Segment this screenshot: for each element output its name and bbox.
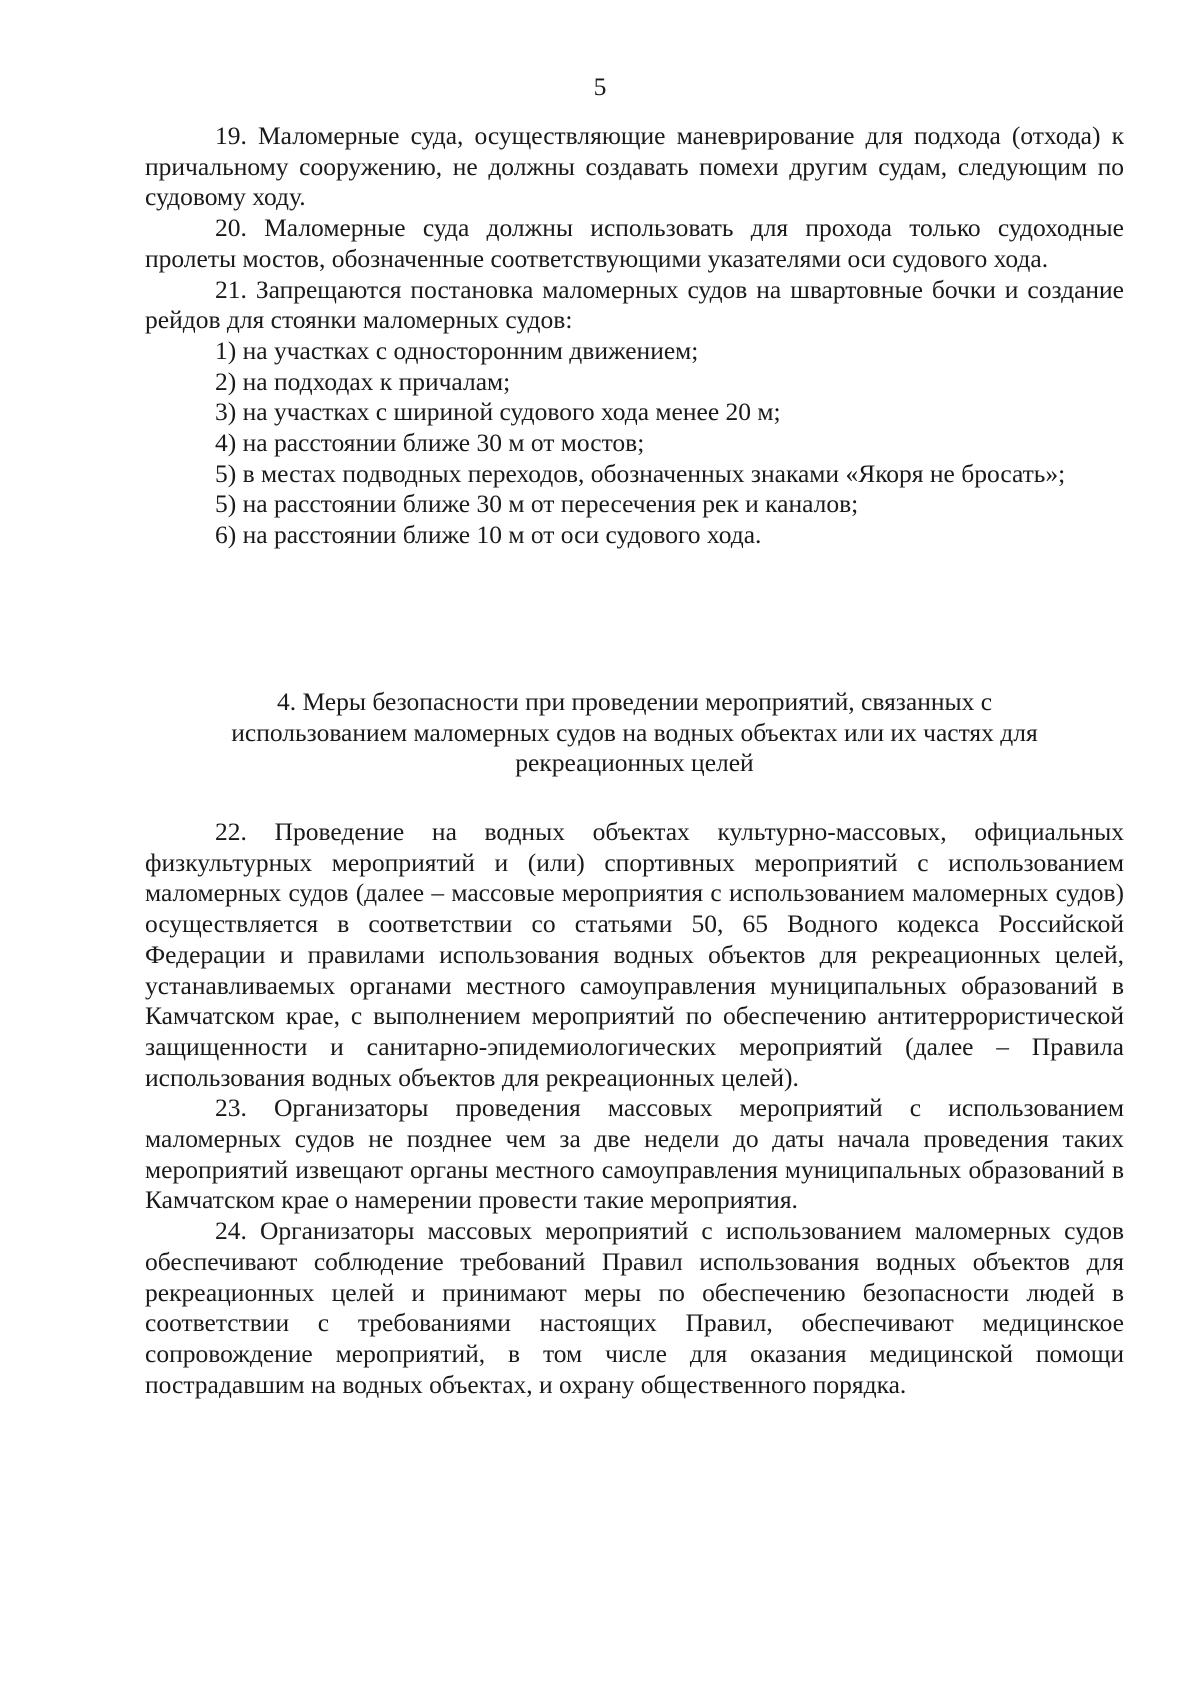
paragraph-23: 23. Организаторы проведения массовых мероприятий с использованием маломерных судов не позднее чем за две недели до даты начала проведения таких мероприятий извещают органы местного самоуправления муниципальных образований в Камчатском крае о намерении провести такие мероприятия. <box>145 1093 1124 1215</box>
heading-line-2: использованием маломерных судов на водных объектах или их частях для <box>231 717 1038 747</box>
paragraph-24: 24. Организаторы массовых мероприятий с использованием маломерных судов обеспечивают соблюдение требований Правил использования водных объектов для рекреационных целей и принимают меры по обеспечению безопасности людей в соответствии с требованиями настоящих Правил, обеспечивают медицинское сопровождение мероприятий, в том числе для оказания медицинской помощи пострадавшим на водных объектах, и охрану общественного порядка. <box>145 1216 1124 1399</box>
paragraph-21: 21. Запрещаются постановка маломерных судов на швартовные бочки и создание рейдов для стоянки маломерных судов: <box>145 274 1124 335</box>
section-4-heading <box>170 687 1099 779</box>
paragraph-22: 22. Проведение на водных объектах культурно-массовых, официальных физкультурных мероприятий и (или) спортивных мероприятий с использованием маломерных судов (далее – массовые мероприятия с использованием маломерных судов) осуществляется в соответствии со статьями 50, 65 Водного кодекса Российской Федерации и правилами использования водных объектов для рекреационных целей, устанавливаемых органами местного самоуправления муниципальных образований в Камчатском крае, с выполнением мероприятий по обеспечению антитеррористической защищенности и санитарно-эпидемиологических мероприятий (далее – Правила использования водных объектов для рекреационных целей). <box>145 817 1124 1092</box>
heading-line-3: рекреационных целей <box>515 748 754 778</box>
list-item-5b: 5) на расстоянии ближе 30 м от пересечения рек и каналов; <box>215 489 859 519</box>
section-top-body <box>145 121 1124 551</box>
list-item-1: 1) на участках с односторонним движением; <box>215 335 699 365</box>
list-item-3: 3) на участках с шириной судового хода менее 20 м; <box>215 397 781 427</box>
page-number: 5 <box>593 72 607 101</box>
paragraph-20: 20. Маломерные суда должны использовать для прохода только судоходные пролеты мостов, обозначенные соответствующими указателями оси судового хода. <box>145 213 1124 273</box>
paragraph-19: 19. Маломерные суда, осуществляющие маневрирование для подхода (отхода) к причальному сооружению, не должны создавать помехи другим судам, следующим по судовому ходу. <box>145 121 1124 212</box>
list-item-5a: 5) в местах подводных переходов, обозначенных знаками «Якоря не бросать»; <box>215 458 1066 488</box>
section-4-body <box>145 817 1124 1400</box>
list-item-2: 2) на подходах к причалам; <box>215 366 511 396</box>
list-item-6: 6) на расстоянии ближе 10 м от оси судового хода. <box>215 520 762 550</box>
list-item-4: 4) на расстоянии ближе 30 м от мостов; <box>215 428 645 458</box>
heading-line-1: 4. Меры безопасности при проведении мероприятий, связанных с <box>276 687 993 716</box>
